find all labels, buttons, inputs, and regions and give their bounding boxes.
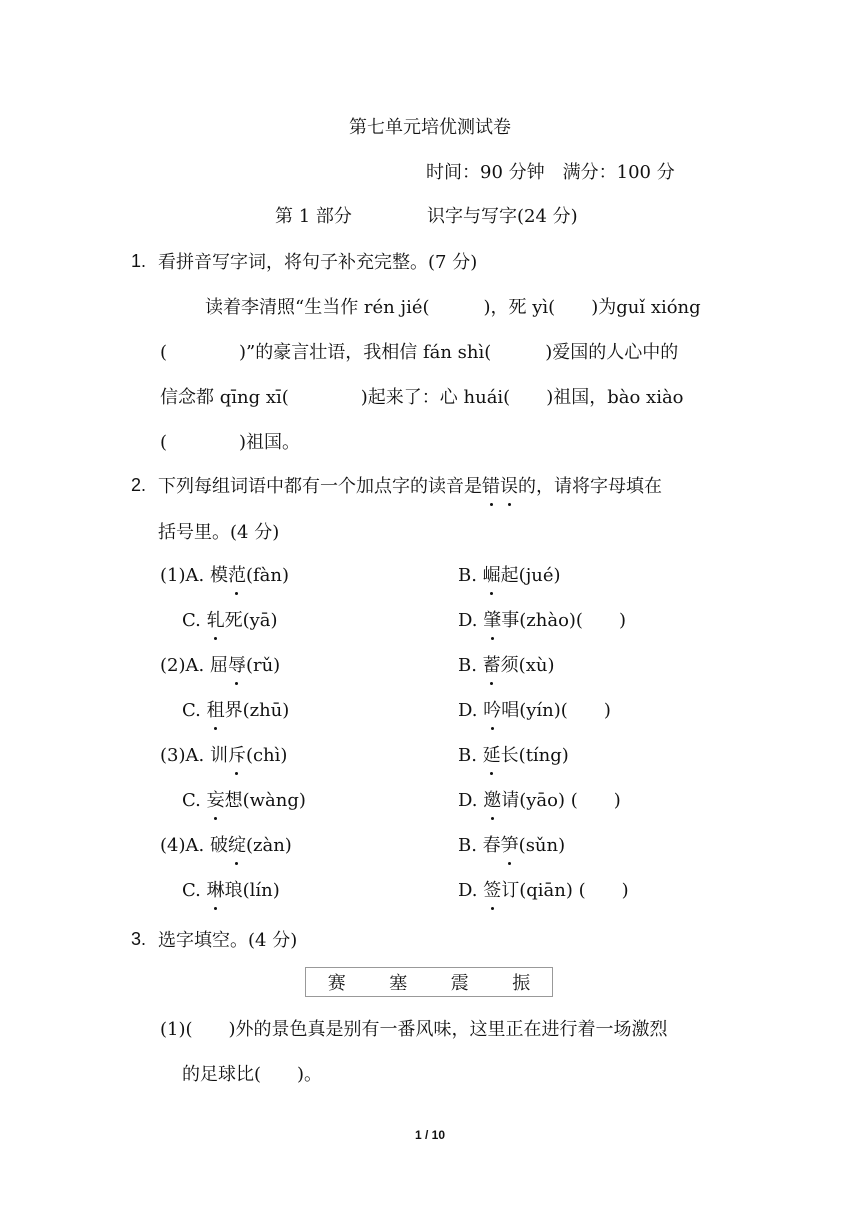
dotted-char: 范 bbox=[228, 563, 246, 589]
character-options-box bbox=[305, 967, 553, 997]
option-b: B. 崛起(jué) bbox=[458, 563, 561, 589]
q2-stem bbox=[158, 474, 662, 500]
option-char: 赛 bbox=[327, 973, 346, 994]
page-title: 第七单元培优测试卷 bbox=[349, 117, 511, 138]
option-d: D. 吟唱(yín)( ) bbox=[458, 698, 611, 724]
q2-stem-post: 的，请将字母填在 bbox=[518, 476, 662, 497]
dotted-char: 笋 bbox=[501, 833, 519, 859]
dotted-char: 肇 bbox=[483, 608, 501, 634]
option-char: 震 bbox=[450, 973, 469, 994]
option-a: (1)A. 模范(fàn) bbox=[160, 563, 289, 589]
dotted-char: 斥 bbox=[228, 743, 246, 769]
part-label: 第 1 部分 bbox=[275, 206, 352, 227]
dotted-char: 租 bbox=[207, 698, 225, 724]
q1-line: 信念都 qīng xī( )起来了：心 huái( )祖国，bào xiào bbox=[160, 387, 684, 408]
page-number: 1 / 10 bbox=[414, 1128, 446, 1142]
q2-stem-cont: 括号里。(4 分) bbox=[158, 522, 280, 543]
option-char: 塞 bbox=[389, 973, 408, 994]
q2-stem-pre: 下列每组词语中都有一个加点字的读音是 bbox=[158, 476, 482, 497]
q3-stem: 选字填空。(4 分) bbox=[158, 930, 298, 951]
dotted-char: 轧 bbox=[207, 608, 225, 634]
dotted-char: 绽 bbox=[228, 833, 246, 859]
option-a: (4)A. 破绽(zàn) bbox=[160, 833, 292, 859]
dotted-char: 签 bbox=[483, 878, 501, 904]
option-c: C. 租界(zhū) bbox=[182, 698, 289, 724]
q3-line: (1)( )外的景色真是别有一番风味，这里正在进行着一场激烈 bbox=[160, 1019, 668, 1040]
exam-meta: 时间：90 分钟 满分：100 分 bbox=[426, 162, 675, 183]
q1-line: 读着李清照“生当作 rén jié( )，死 yì( )为guǐ xióng bbox=[205, 297, 701, 318]
q2-number: 2. bbox=[131, 475, 147, 495]
dotted-char: 误 bbox=[500, 474, 518, 500]
q3-number: 3. bbox=[131, 929, 147, 949]
dotted-char: 延 bbox=[483, 743, 501, 769]
dotted-char: 错 bbox=[482, 474, 500, 500]
option-b: B. 延长(tíng) bbox=[458, 743, 569, 769]
option-a: (2)A. 屈辱(rǔ) bbox=[160, 653, 280, 679]
option-c: C. 轧死(yā) bbox=[182, 608, 278, 634]
q1-number: 1. bbox=[131, 251, 147, 271]
option-d: D. 邀请(yāo) ( ) bbox=[458, 788, 621, 814]
option-d: D. 签订(qiān) ( ) bbox=[458, 878, 629, 904]
option-b: B. 蓄须(xù) bbox=[458, 653, 554, 679]
option-c: C. 琳琅(lín) bbox=[182, 878, 280, 904]
dotted-char: 琳 bbox=[207, 878, 225, 904]
q1-line: ( )”的豪言壮语，我相信 fán shì( )爱国的人心中的 bbox=[160, 342, 679, 363]
dotted-char: 崛 bbox=[483, 563, 501, 589]
dotted-char: 吟 bbox=[483, 698, 501, 724]
q1-stem: 看拼音写字词，将句子补充完整。(7 分) bbox=[158, 252, 478, 273]
q1-line: ( )祖国。 bbox=[160, 432, 301, 453]
option-a: (3)A. 训斥(chì) bbox=[160, 743, 287, 769]
dotted-char: 妄 bbox=[207, 788, 225, 814]
q3-line: 的足球比( )。 bbox=[182, 1064, 323, 1085]
option-d: D. 肇事(zhào)( ) bbox=[458, 608, 626, 634]
dotted-char: 蓄 bbox=[483, 653, 501, 679]
part-title: 识字与写字(24 分) bbox=[427, 206, 578, 227]
option-c: C. 妄想(wàng) bbox=[182, 788, 306, 814]
dotted-char: 邀 bbox=[483, 788, 501, 814]
dotted-char: 辱 bbox=[228, 653, 246, 679]
option-char: 振 bbox=[512, 973, 531, 994]
option-b: B. 春笋(sǔn) bbox=[458, 833, 565, 859]
